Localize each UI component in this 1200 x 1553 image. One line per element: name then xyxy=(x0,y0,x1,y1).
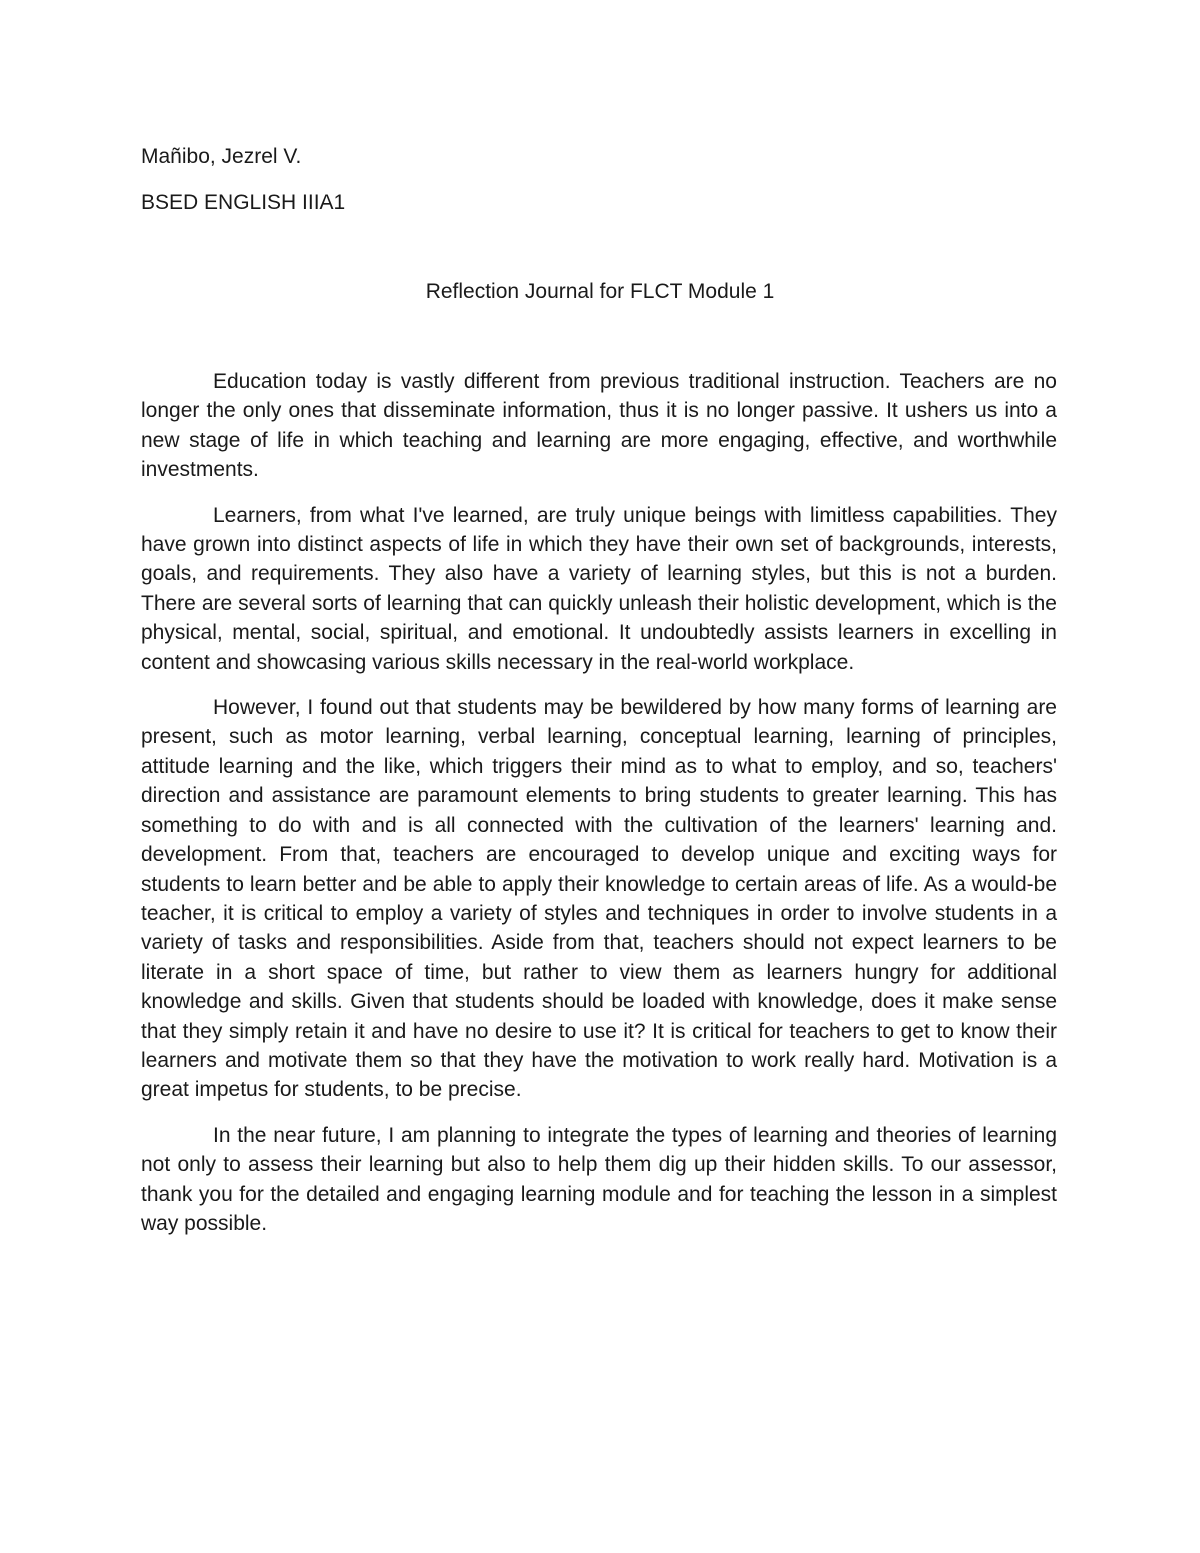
paragraph: Learners, from what I've learned, are truly unique beings with limitless capabilities. They have grown into distinct aspects of life in which they have their own set of backgrounds, interests, goals, and requirements. They also have a variety of learning styles, but this is not a burden. There are several sorts of learning that can quickly unleash their holistic development, which is the physical, mental, social, spiritual, and emotional. It undoubtedly assists learners in excelling in content and showcasing various skills necessary in the real-world workplace. xyxy=(141,503,1057,674)
paragraph: In the near future, I am planning to integrate the types of learning and theories of learning not only to assess their learning but also to help them dig up their hidden skills. To our assessor, thank you for the detailed and engaging learning module and for teaching the lesson in a simplest way possible. xyxy=(141,1123,1057,1235)
paragraph: Education today is vastly different from previous traditional instruction. Teachers are no longer the only ones that disseminate information, thus it is no longer passive. It ushers us into a new stage of life in which teaching and learning are more engaging, effective, and worthwhile investments. xyxy=(141,370,1057,482)
paragraph: However, I found out that students may be bewildered by how many forms of learning are present, such as motor learning, verbal learning, conceptual learning, learning of principles, attitude learning and the like, which triggers their mind as to what to employ, and so, teachers' direction and assistance are paramount elements to bring students to greater learning. This has something to do with and is all connected with the cultivation of the learners' learning and. development. From that, teachers are encouraged to develop unique and exciting ways for students to learn better and be able to apply their knowledge to certain areas of life. As a would-be teacher, it is critical to employ a variety of styles and techniques in order to involve students in a variety of tasks and responsibilities. Aside from that, teachers should not expect learners to be literate in a short space of time, but rather to view them as learners hungry for additional knowledge and skills. Given that students should be loaded with knowledge, does it make sense that they simply retain it and have no desire to use it? It is critical for teachers to get to know their learners and motivate them so that they have the motivation to work really hard. Motivation is a great impetus for students, to be precise. xyxy=(141,696,1057,1102)
course-section: BSED ENGLISH IIIA1 xyxy=(141,191,346,214)
document-body xyxy=(141,367,1057,1254)
document-title: Reflection Journal for FLCT Module 1 xyxy=(425,280,775,303)
author-name: Mañibo, Jezrel V. xyxy=(141,145,302,168)
